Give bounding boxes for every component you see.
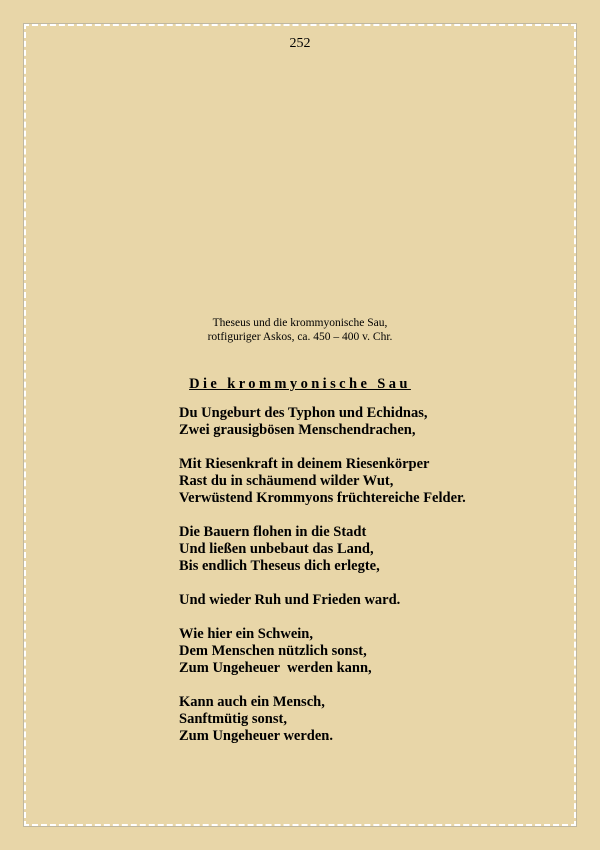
poem-line: Zum Ungeheuer werden. xyxy=(179,728,333,744)
poem-line: Zwei grausigbösen Menschendrachen, xyxy=(179,422,416,438)
stanza xyxy=(179,694,579,745)
stanza xyxy=(179,405,579,439)
stanza xyxy=(179,524,579,575)
stanza xyxy=(179,626,579,677)
poem-line: Wie hier ein Schwein, xyxy=(179,626,313,642)
poem-line: Bis endlich Theseus dich erlegte, xyxy=(179,558,380,574)
poem-title: Die krommyonische Sau xyxy=(189,376,411,392)
poem-line: Und wieder Ruh und Frieden ward. xyxy=(179,592,401,608)
poem-line: Zum Ungeheuer werden kann, xyxy=(179,660,372,676)
image-caption xyxy=(0,316,600,344)
poem-line: Kann auch ein Mensch, xyxy=(179,694,325,710)
poem-body xyxy=(179,405,579,762)
caption-line: Theseus und die krommyonische Sau, xyxy=(212,317,388,329)
poem-line: Du Ungeburt des Typhon und Echidnas, xyxy=(179,405,428,421)
poem-line: Und ließen unbebaut das Land, xyxy=(179,541,374,557)
poem-line: Mit Riesenkraft in deinem Riesenkörper xyxy=(179,456,430,472)
poem-line: Dem Menschen nützlich sonst, xyxy=(179,643,367,659)
poem-line: Rast du in schäumend wilder Wut, xyxy=(179,473,394,489)
poem-line: Sanftmütig sonst, xyxy=(179,711,287,727)
page-number: 252 xyxy=(289,36,311,51)
stanza xyxy=(179,456,579,507)
caption-line: rotfiguriger Askos, ca. 450 – 400 v. Chr. xyxy=(207,331,393,343)
poem-line: Verwüstend Krommyons früchtereiche Felder. xyxy=(179,490,466,506)
poem-line: Die Bauern flohen in die Stadt xyxy=(179,524,367,540)
stanza xyxy=(179,592,579,609)
